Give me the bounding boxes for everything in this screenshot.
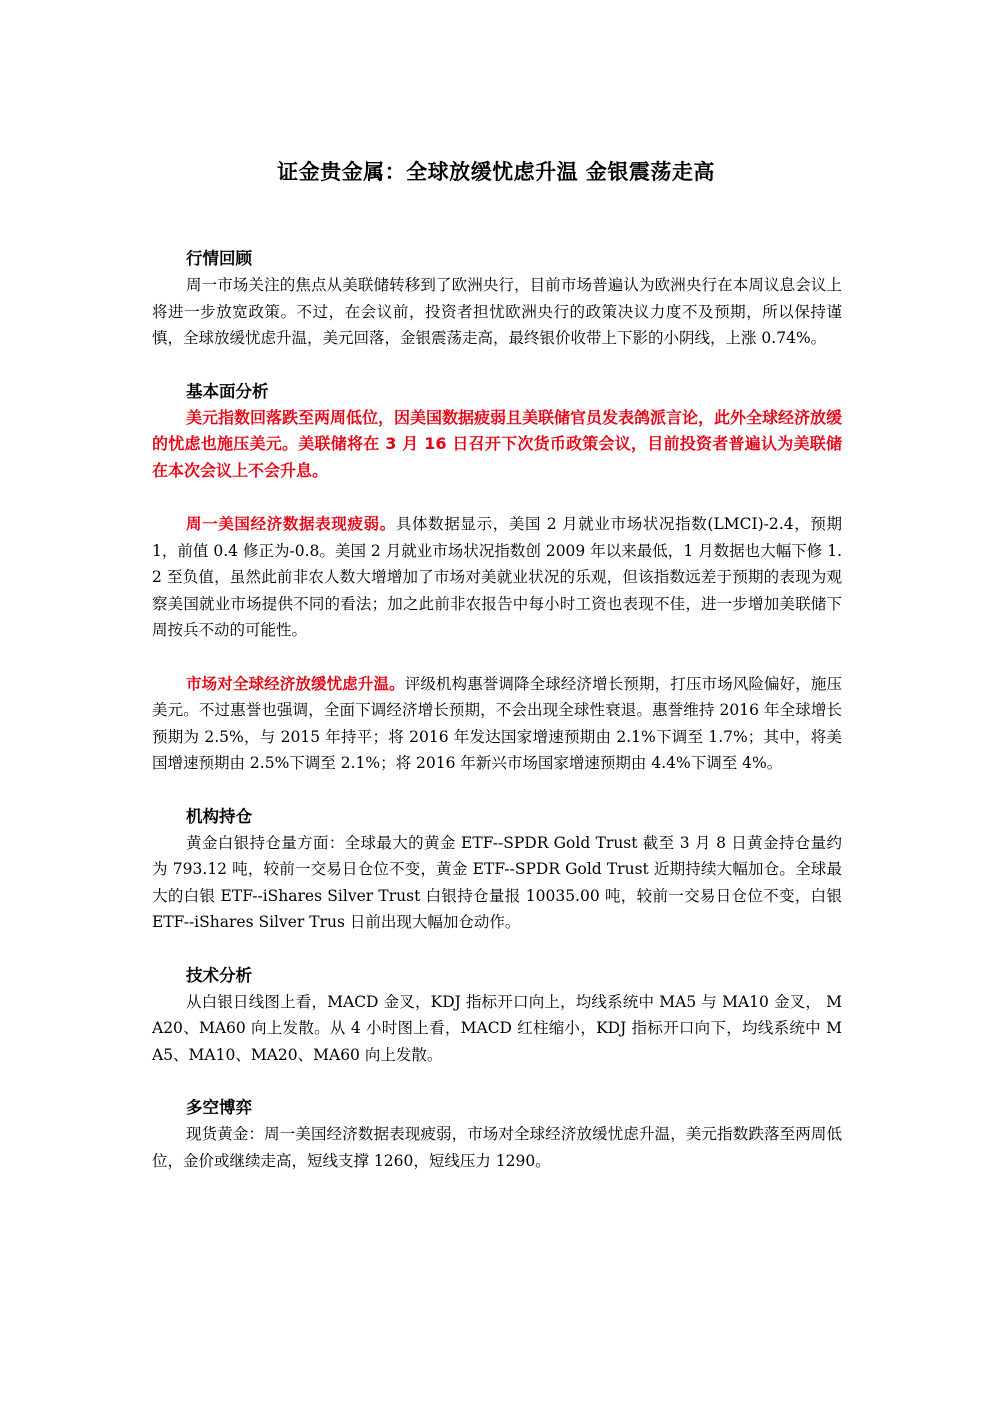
- document-body: [152, 246, 842, 1174]
- fundamentals-highlight-paragraph: 美元指数回落跌至两周低位，因美国数据疲弱且美联储官员发表鸽派言论，此外全球经济放缓的忧虑也施压美元。美联储将在 3 月 16 日召开下次货币政策会议，目前投资者普遍认为美联储在本次会议上不会升息。: [152, 407, 843, 480]
- us-data-text: 具体数据显示，美国 2 月就业市场状况指数(LMCI)-2.4，预期 1，前值 0.4 修正为-0.8。美国 2 月就业市场状况指数创 2009 年以来最低，1 月数据也大幅下修 1.2 至负值，虽然此前非农人数大增增加了市场对美就业状况的乐观，但该指数远差于预期的表现为观察美国就业市场提供不同的看法；加之此前非农报告中每小时工资也表现不佳，进一步增加美联储下周按兵不动的可能性。: [152, 515, 842, 639]
- spacer: [152, 352, 842, 379]
- section-heading-strategy: 多空博弈: [186, 1098, 252, 1117]
- spacer: [152, 644, 842, 671]
- global-slowdown-lead: 市场对全球经济放缓忧虑升温。: [186, 674, 405, 693]
- market-review-paragraph: 周一市场关注的焦点从美联储转移到了欧洲央行，目前市场普遍认为欧洲央行在本周议息会议上将进一步放宽政策。不过，在会议前，投资者担忧欧洲央行的政策决议力度不及预期，所以保持谨慎，全球放缓忧虑升温，美元回落，金银震荡走高，最终银价收带上下影的小阴线，上涨 0.74%。: [152, 276, 842, 347]
- strategy-paragraph: 现货黄金：周一美国经济数据表现疲弱，市场对全球经济放缓忧虑升温，美元指数跌落至两周低位，金价或继续走高，短线支撑 1260，短线压力 1290。: [152, 1125, 842, 1170]
- section-heading-market-review: 行情回顾: [186, 249, 252, 268]
- section-heading-technical: 技术分析: [186, 965, 252, 985]
- page-title: 证金贵金属：全球放缓忧虑升温 金银震荡走高: [277, 160, 715, 184]
- global-slowdown-paragraph: [152, 671, 842, 777]
- spacer: [152, 936, 842, 963]
- technical-paragraph: 从白银日线图上看，MACD 金叉，KDJ 指标开口向上，均线系统中 MA5 与 MA10 金叉， MA20、MA60 向上发散。从 4 小时图上看，MACD 红柱缩小，KDJ 指标开口向下，均线系统中 MA5、MA10、MA20、MA60 向上发散。: [152, 992, 842, 1064]
- global-slowdown-text: 评级机构惠誉调降全球经济增长预期，打压市场风险偏好，施压美元。不过惠誉也强调，全面下调经济增长预期，不会出现全球性衰退。惠誉维持 2016 年全球增长预期为 2.5%，与 2015 年持平；将 2016 年发达国家增速预期由 2.1%下调至 1.7%；其中，将美国增速预期由 2.5%下调至 2.1%；将 2016 年新兴市场国家增速预期由 4.4%下调至 4%。: [152, 674, 842, 772]
- section-heading-fundamentals: 基本面分析: [186, 381, 269, 401]
- spacer: [152, 777, 842, 804]
- holdings-paragraph: 黄金白银持仓量方面：全球最大的黄金 ETF--SPDR Gold Trust 截至 3 月 8 日黄金持仓量约为 793.12 吨，较前一交易日仓位不变，黄金 ETF--SPDR Gold Trust 近期持续大幅加仓。全球最大的白银 ETF--iShares Silver Trust 白银持仓量报 10035.00 吨，较前一交易日仓位不变，白银 ETF--iShares Silver Trus 日前出现大幅加仓动作。: [152, 833, 842, 931]
- spacer: [152, 1068, 842, 1095]
- section-heading-holdings: 机构持仓: [186, 806, 252, 826]
- us-data-lead: 周一美国经济数据表现疲弱。: [186, 515, 396, 533]
- spacer: [152, 484, 842, 511]
- us-data-paragraph: [152, 511, 842, 644]
